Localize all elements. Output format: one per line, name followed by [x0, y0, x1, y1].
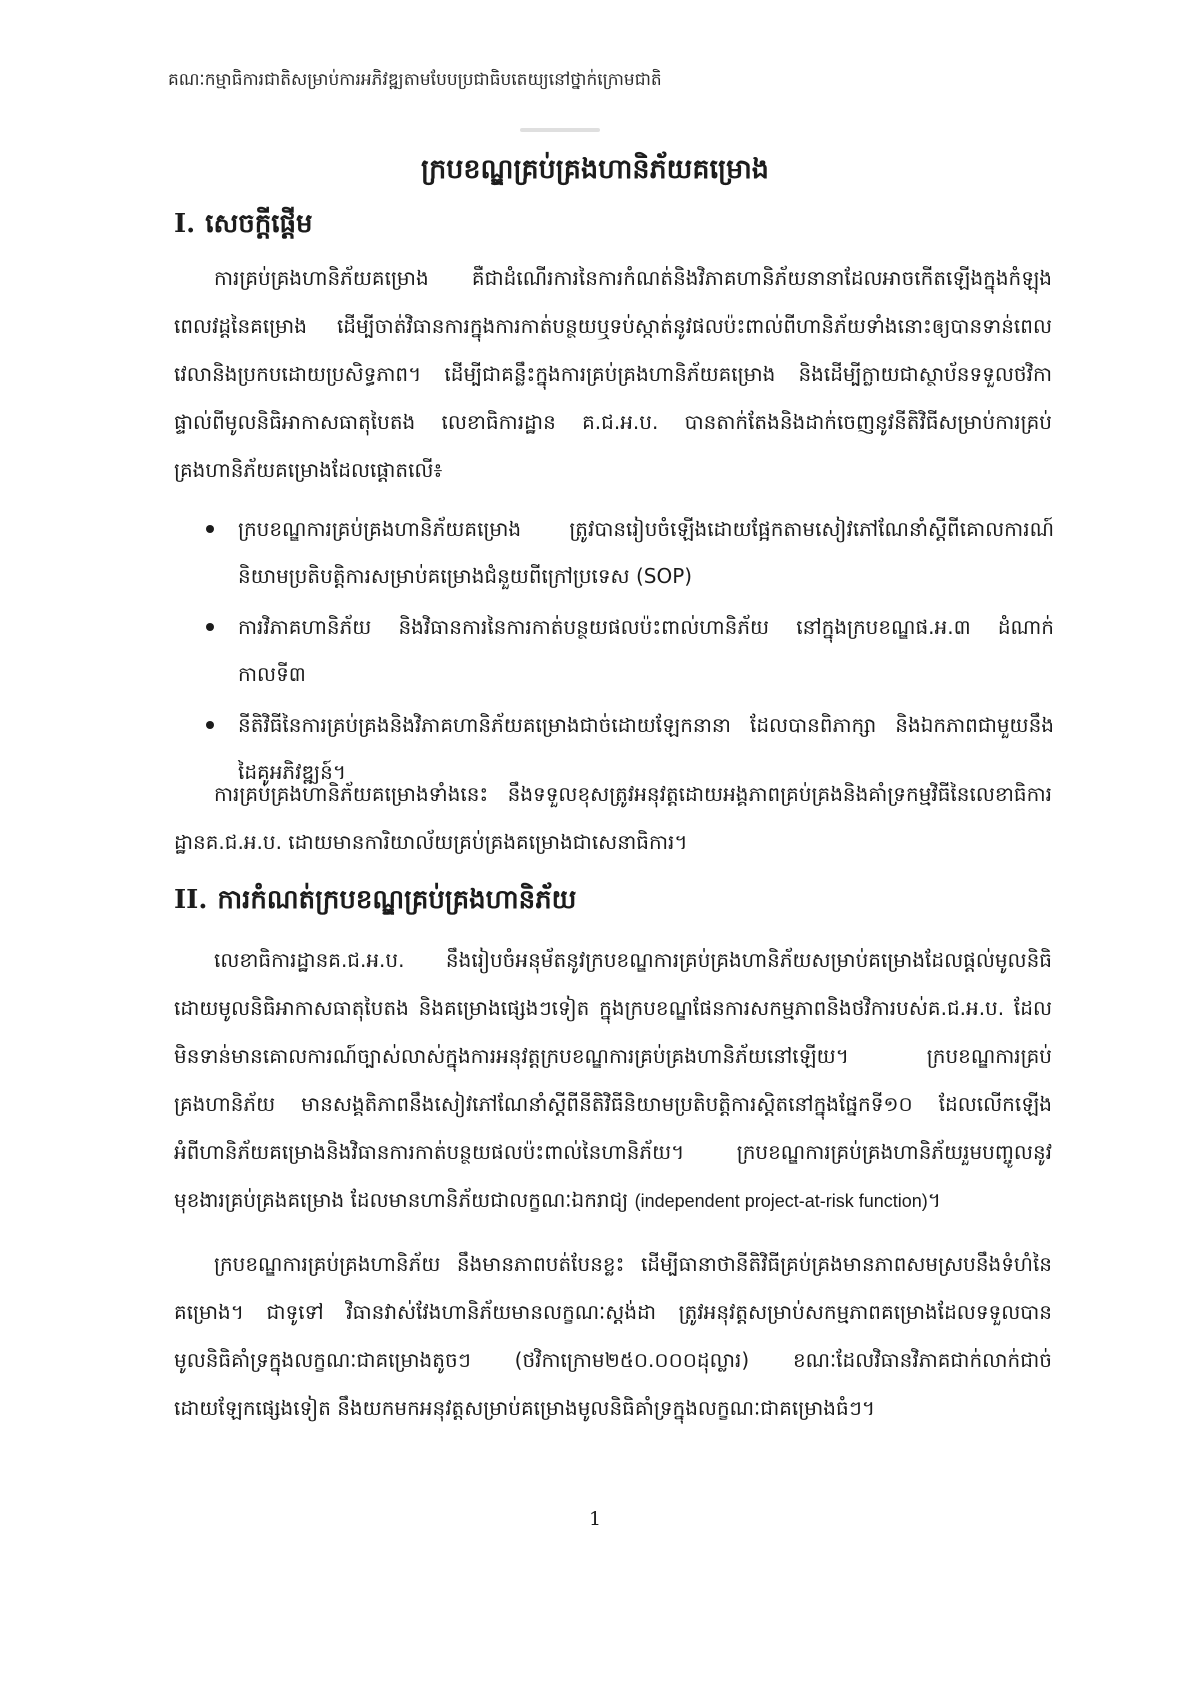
section-1-bullet-list [198, 506, 1054, 800]
section-1-paragraph-2: ការគ្រប់គ្រងហានិភ័យគម្រោងទាំងនេះ នឹងទទួលខុសត្រូវអនុវត្តដោយអង្គភាពគ្រប់គ្រងនិងគាំទ្រកម្មវិធីនៃលេខាធិការដ្ឋានគ.ជ.អ.ប. ដោយមានការិយាល័យគ្រប់គ្រងគម្រោងជាសេនាធិការ។ [174, 782, 1052, 854]
section-2-title: ការកំណត់ក្របខណ្ឌគ្រប់គ្រងហានិភ័យ [217, 885, 577, 915]
page-number: 1 [588, 1508, 602, 1530]
bullet-text: នីតិវិធីនៃការគ្រប់គ្រងនិងវិភាគហានិភ័យគម្រោងជាច់ដោយឡែកនានា ដែលបានពិភាក្សា និងឯកភាពជាមួយនឹងដៃគូអភិវឌ្ឍន៍។ [238, 713, 1054, 784]
bullet-text: ការវិភាគហានិភ័យ និងវិធានការនៃការកាត់បន្ថយផលប៉ះពាល់ហានិភ័យ នៅក្នុងក្របខណ្ឌផ.អ.៣ ដំណាក់កាលទី៣ [238, 615, 1054, 686]
document-title: ក្របខណ្ឌគ្រប់គ្រងហានិភ័យគម្រោង [421, 154, 769, 185]
section-1-paragraph-1: ការគ្រប់គ្រងហានិភ័យគម្រោង គឺជាដំណើរការនៃការកំណត់និងវិភាគហានិភ័យនានាដែលអាចកើតឡើងក្នុងកំឡុងពេលវដ្តនៃគម្រោង ដើម្បីចាត់វិធានការក្នុងការកាត់បន្ថយឬទប់ស្កាត់នូវផលប៉ះពាល់ពីហានិភ័យទាំងនោះឲ្យបានទាន់ពេលវេលានិងប្រកបដោយប្រសិទ្ធភាព។ ដើម្បីជាគន្លឹះក្នុងការគ្រប់គ្រងហានិភ័យគម្រោង និងដើម្បីក្លាយជាស្ថាប័នទទួលថវិកាផ្ទាល់ពីមូលនិធិអាកាសធាតុបៃតង លេខាធិការដ្ឋាន គ.ជ.អ.ប. បានតាក់តែងនិងដាក់ចេញនូវនីតិវិធីសម្រាប់ការគ្រប់គ្រងហានិភ័យគម្រោងដែលផ្តោតលើ៖ [174, 266, 1052, 482]
list-item [198, 506, 1054, 600]
section-2-number: II. [174, 885, 208, 915]
section-1-heading [174, 204, 313, 244]
list-item [198, 604, 1054, 698]
bullet-icon [206, 623, 214, 631]
section-2-paragraph-1 [174, 936, 1052, 1225]
bullet-text: ក្របខណ្ឌការគ្រប់គ្រងហានិភ័យគម្រោង ត្រូវបានរៀបចំឡើងដោយផ្អែកតាមសៀវភៅណែនាំស្តីពីគោលការណ៍និយាមប្រតិបត្តិការសម្រាប់គម្រោងជំនួយពីក្រៅប្រទេស (SOP) [238, 517, 1054, 588]
section-2-paragraph-1-english: (independent project-at-risk function) [634, 1191, 928, 1211]
bullet-icon [206, 721, 214, 729]
section-2-heading [174, 880, 576, 920]
section-1-number: I. [174, 209, 196, 239]
bullet-icon [206, 525, 214, 533]
section-1-title: សេចក្តីផ្តើម [205, 209, 313, 239]
scan-smudge [520, 128, 600, 132]
running-header: គណៈកម្មាធិការជាតិសម្រាប់ការអភិវឌ្ឍតាមបែបប្រជាធិបតេយ្យនៅថ្នាក់ក្រោមជាតិ [168, 70, 662, 90]
section-2-paragraph-2: ក្របខណ្ឌការគ្រប់គ្រងហានិភ័យ នឹងមានភាពបត់បែនខ្លះ ដើម្បីធានាថានីតិវិធីគ្រប់គ្រងមានភាពសមស្របនឹងទំហំនៃគម្រោង។ ជាទូទៅ វិធានវាស់វែងហានិភ័យមានលក្ខណៈស្តង់ដា ត្រូវអនុវត្តសម្រាប់សកម្មភាពគម្រោងដែលទទួលបានមូលនិធិគាំទ្រក្នុងលក្ខណៈជាគម្រោងតូចៗ (ថវិកាក្រោម២៥០.០០០ដុល្លារ) ខណៈដែលវិធានវិភាគជាក់លាក់ជាច់ដោយឡែកផ្សេងទៀត នឹងយកមកអនុវត្តសម្រាប់គម្រោងមូលនិធិគាំទ្រក្នុងលក្ខណៈជាគម្រោងធំៗ។ [174, 1252, 1052, 1420]
section-2-paragraph-1-end: ។ [927, 1188, 941, 1212]
section-2-paragraph-1-text: លេខាធិការដ្ឋានគ.ជ.អ.ប. នឹងរៀបចំអនុម័តនូវក្របខណ្ឌការគ្រប់គ្រងហានិភ័យសម្រាប់គម្រោងដែលផ្តល់មូលនិធិដោយមូលនិធិអាកាសធាតុបៃតង និងគម្រោងផ្សេងៗទៀត ក្នុងក្របខណ្ឌផែនការសកម្មភាពនិងថវិការបស់គ.ជ.អ.ប. ដែលមិនទាន់មានគោលការណ៍ច្បាស់លាស់ក្នុងការអនុវត្តក្របខណ្ឌការគ្រប់គ្រងហានិភ័យនៅឡើយ។ ក្របខណ្ឌការគ្រប់គ្រងហានិភ័យ មានសង្គតិភាពនឹងសៀវភៅណែនាំស្តីពីនីតិវិធីនិយាមប្រតិបត្តិការស្តិតនៅក្នុងផ្នែកទី១០ ដែលលើកឡើងអំពីហានិភ័យគម្រោងនិងវិធានការកាត់បន្ថយផលប៉ះពាល់នៃហានិភ័យ។ ក្របខណ្ឌការគ្រប់គ្រងហានិភ័យរួមបញ្ចូលនូវមុខងារគ្រប់គ្រងគម្រោង ដែលមានហានិភ័យជាលក្ខណៈឯករាជ្យ [174, 948, 1052, 1212]
